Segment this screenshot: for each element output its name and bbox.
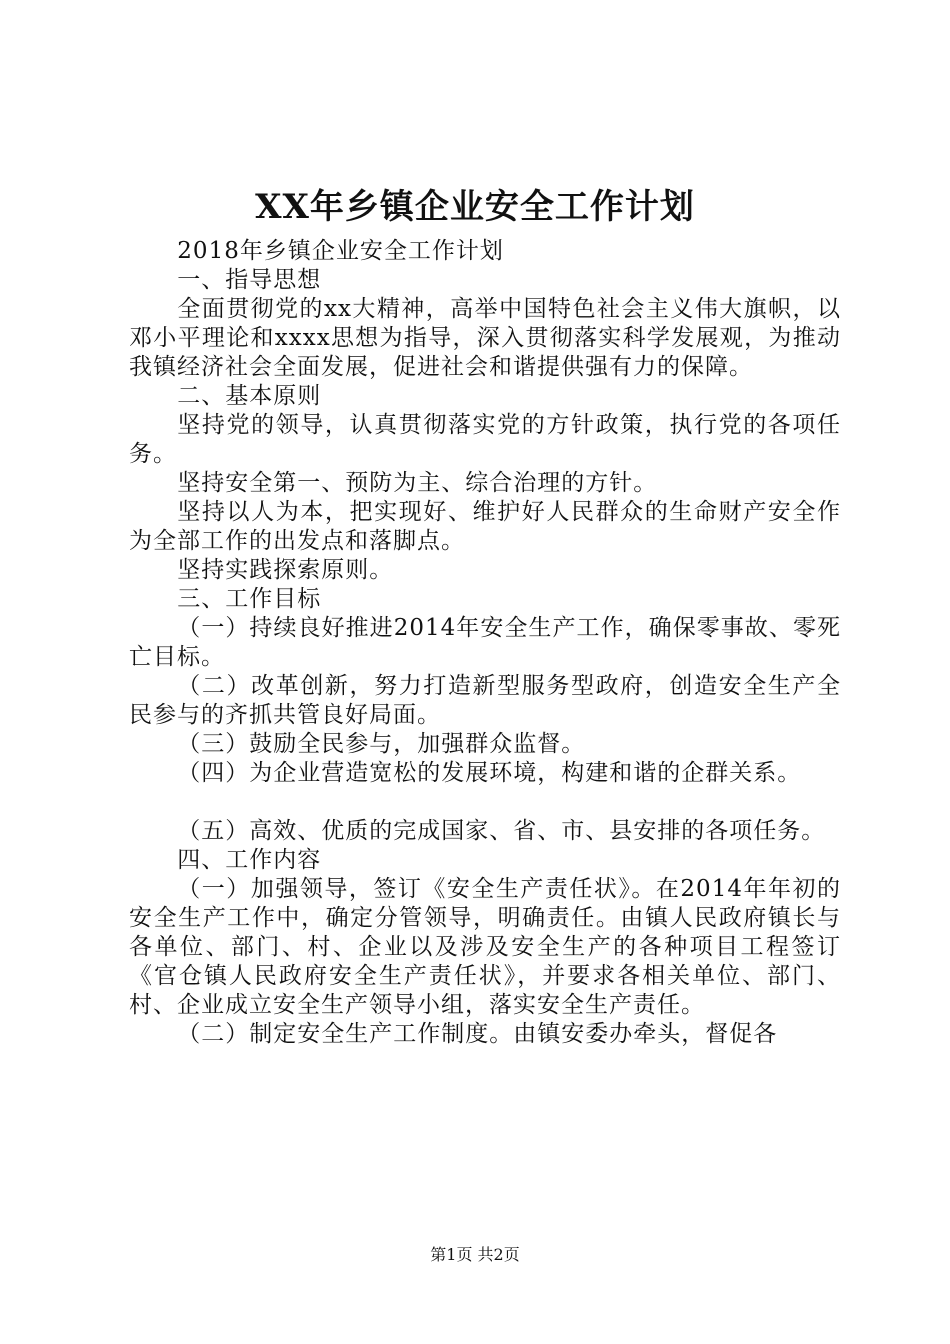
- paragraph-subtitle: 2018年乡镇企业安全工作计划: [177, 238, 504, 264]
- page-footer: 第1页 共2页: [430, 1245, 520, 1264]
- paragraph: （五）高效、优质的完成国家、省、市、县安排的各项任务。: [177, 818, 826, 844]
- section-heading-basic-principles: 二、基本原则: [177, 383, 322, 409]
- paragraph: （三）鼓励全民参与，加强群众监督。: [177, 731, 586, 757]
- paragraph: 坚持党的领导，认真贯彻落实党的方针政策，执行党的各项任务。: [129, 412, 841, 467]
- document-title: XX年乡镇企业安全工作计划: [255, 187, 695, 227]
- paragraph: （一）加强领导，签订《安全生产责任状》。在2014年年初的安全生产工作中，确定分管领导，明确责任。由镇人民政府镇长与各单位、部门、村、企业以及涉及安全生产的各种项目工程签订《官仓镇人民政府安全生产责任状》，并要求各相关单位、部门、村、企业成立安全生产领导小组，落实安全生产责任。: [129, 876, 841, 1018]
- section-heading-guiding-ideology: 一、指导思想: [177, 267, 322, 293]
- paragraph: （一）持续良好推进2014年安全生产工作，确保零事故、零死亡目标。: [129, 615, 841, 670]
- paragraph: （二）制定安全生产工作制度。由镇安委办牵头，督促各: [177, 1021, 778, 1047]
- paragraph: 坚持安全第一、预防为主、综合治理的方针。: [177, 470, 658, 496]
- paragraph: （二）改革创新，努力打造新型服务型政府，创造安全生产全民参与的齐抓共管良好局面。: [129, 673, 841, 728]
- document-body: [129, 237, 841, 1049]
- paragraph: （四）为企业营造宽松的发展环境，构建和谐的企群关系。: [177, 760, 802, 786]
- paragraph: 全面贯彻党的xx大精神，高举中国特色社会主义伟大旗帜，以邓小平理论和xxxx思想为指导，深入贯彻落实科学发展观，为推动我镇经济社会全面发展，促进社会和谐提供强有力的保障。: [129, 296, 841, 380]
- section-heading-work-goals: 三、工作目标: [177, 586, 322, 612]
- section-heading-work-content: 四、工作内容: [177, 847, 322, 873]
- paragraph: 坚持以人为本，把实现好、维护好人民群众的生命财产安全作为全部工作的出发点和落脚点。: [129, 499, 841, 554]
- paragraph: 坚持实践探索原则。: [177, 557, 394, 583]
